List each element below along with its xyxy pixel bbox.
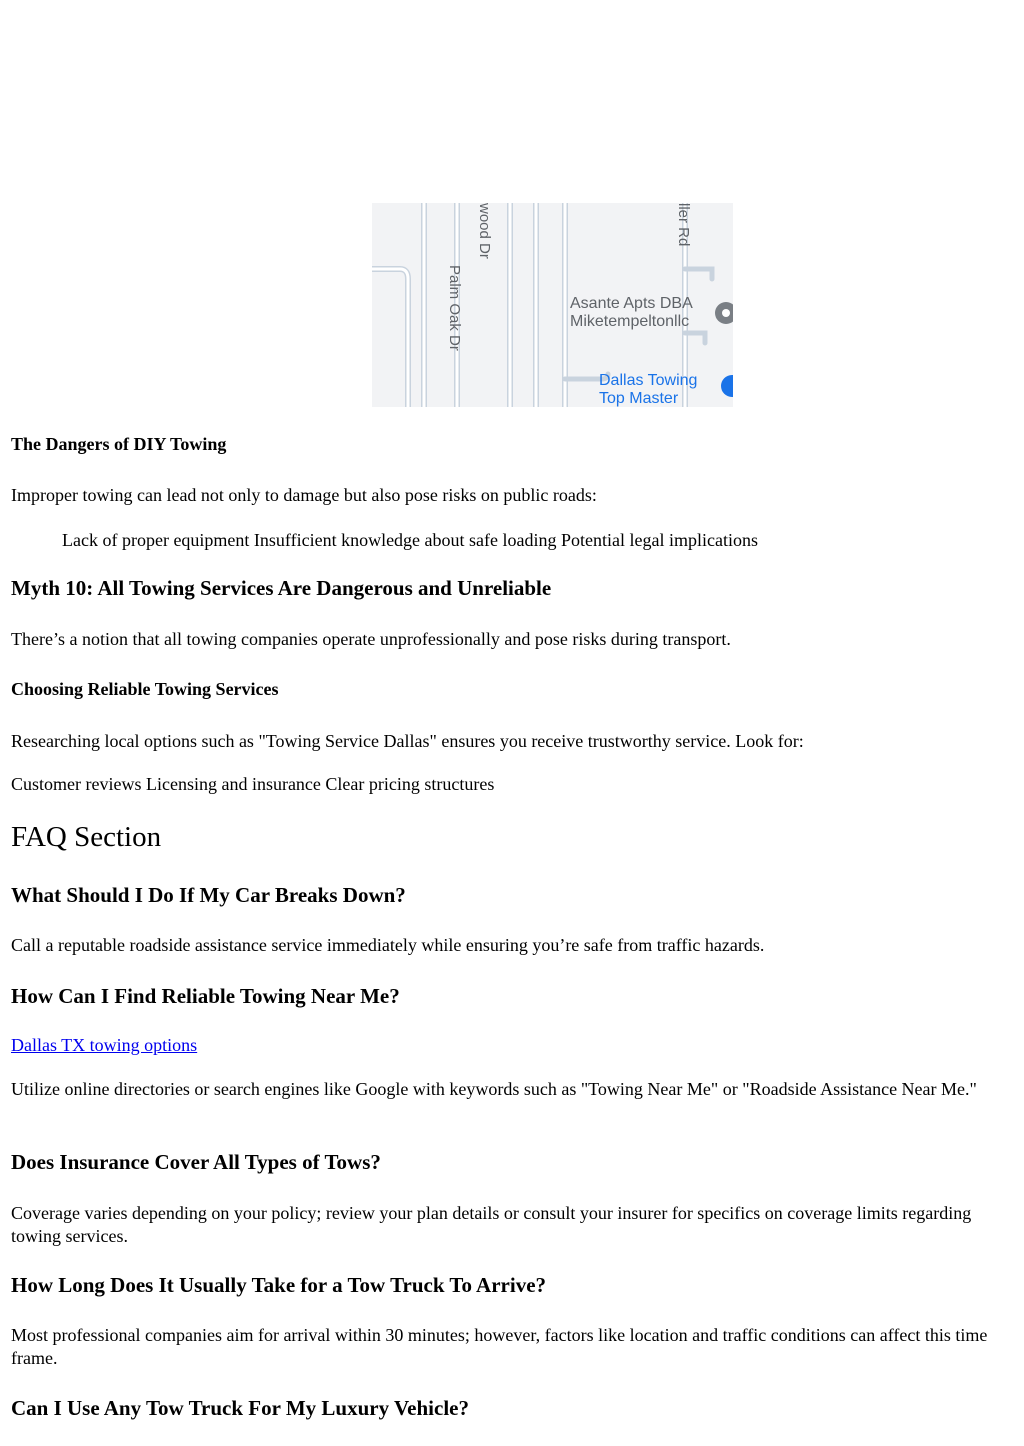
road-label-ller-rd: ller Rd (675, 203, 692, 247)
faq-question-3: Does Insurance Cover All Types of Tows? (11, 1150, 381, 1174)
choosing-text: Researching local options such as "Towing Service Dallas" ensures you receive trustworthy service. Look for: (11, 731, 804, 751)
faq-answer-4: Most professional companies aim for arrival within 30 minutes; however, factors like location and traffic conditions can affect this time frame. (11, 1325, 988, 1368)
poi-dallas-line2: Top Master (599, 390, 679, 407)
faq-answer-2: Utilize online directories or search engines like Google with keywords such as "Towing Near Me" or "Roadside Assistance Near Me." (11, 1079, 977, 1099)
heading-myth-10: Myth 10: All Towing Services Are Dangerous and Unreliable (11, 576, 552, 600)
faq-question-4: How Long Does It Usually Take for a Tow Truck To Arrive? (11, 1273, 547, 1297)
faq-question-1: What Should I Do If My Car Breaks Down? (11, 883, 406, 907)
dangers-text: Improper towing can lead not only to damage but also pose risks on public roads: (11, 485, 597, 505)
road-label-wood-dr: wood Dr (476, 203, 493, 259)
poi-asante-line1: Asante Apts DBA (570, 295, 693, 312)
poi-label-dallas-towing[interactable] (599, 372, 697, 407)
faq-question-2: How Can I Find Reliable Towing Near Me? (11, 984, 400, 1008)
choosing-list: Customer reviews Licensing and insurance Clear pricing structures (11, 774, 495, 794)
faq-answer-1: Call a reputable roadside assistance service immediately while ensuring you’re safe from traffic hazards. (11, 935, 765, 955)
poi-label-asante[interactable] (570, 295, 693, 331)
poi-asante-line2: Miketempeltonllc (570, 313, 690, 330)
heading-dangers-diy: The Dangers of DIY Towing (11, 434, 227, 454)
map-embed[interactable] (372, 203, 733, 407)
dangers-list: Lack of proper equipment Insufficient knowledge about safe loading Potential legal implications (62, 530, 758, 550)
poi-marker-blue (721, 375, 733, 397)
faq-answer-3: Coverage varies depending on your policy; review your plan details or consult your insurer for specifics on coverage limits regarding towing services. (11, 1203, 972, 1246)
road-label-palm-oak-dr: Palm Oak Dr (446, 265, 463, 351)
dallas-tx-towing-link[interactable]: Dallas TX towing options (11, 1035, 198, 1055)
faq-question-5: Can I Use Any Tow Truck For My Luxury Vehicle? (11, 1396, 469, 1420)
myth10-text: There’s a notion that all towing companies operate unprofessionally and pose risks during transport. (11, 629, 731, 649)
poi-dallas-line1: Dallas Towing (599, 372, 698, 389)
link-paragraph (11, 1034, 197, 1057)
heading-choosing-reliable: Choosing Reliable Towing Services (11, 679, 279, 699)
heading-faq-section: FAQ Section (11, 821, 162, 853)
